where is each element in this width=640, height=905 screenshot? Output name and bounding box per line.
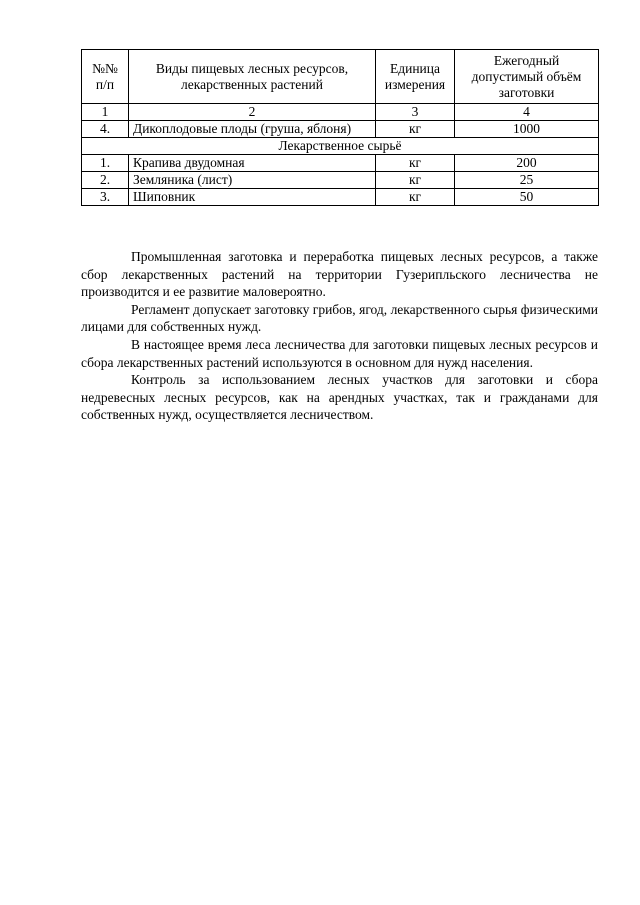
row-number: 4. (82, 121, 129, 138)
table-header-row (82, 50, 599, 104)
table-row (82, 155, 599, 172)
row-number: 2. (82, 172, 129, 189)
header-resource-type: Виды пищевых лесных ресурсов, лекарственных растений (129, 50, 376, 104)
paragraph: Регламент допускает заготовку грибов, ягод, лекарственного сырья физическими лицами для собственных нужд. (81, 301, 598, 335)
table-row (82, 172, 599, 189)
row-volume: 1000 (455, 121, 599, 138)
row-name: Шиповник (129, 189, 376, 206)
row-name: Дикоплодовые плоды (груша, яблоня) (129, 121, 376, 138)
column-number: 3 (376, 104, 455, 121)
header-unit: Единица измерения (376, 50, 455, 104)
resources-table (81, 49, 599, 206)
column-number: 1 (82, 104, 129, 121)
row-unit: кг (376, 189, 455, 206)
table-row (82, 121, 599, 138)
row-volume: 25 (455, 172, 599, 189)
section-row (82, 138, 599, 155)
row-unit: кг (376, 121, 455, 138)
paragraph: Промышленная заготовка и переработка пищевых лесных ресурсов, а также сбор лекарственных растений на территории Гузерипльского лесничества не производится и ее развитие маловероятно. (81, 249, 598, 300)
header-volume: Ежегодный допустимый объём заготовки (455, 50, 599, 104)
paragraph: В настоящее время леса лесничества для заготовки пищевых лесных ресурсов и сбора лекарственных растений используются в основном для нужд населения. (81, 336, 598, 370)
row-volume: 200 (455, 155, 599, 172)
row-number: 1. (82, 155, 129, 172)
header-number: №№ п/п (82, 50, 129, 104)
row-unit: кг (376, 172, 455, 189)
row-name: Крапива двудомная (129, 155, 376, 172)
body-text (81, 248, 598, 424)
section-title: Лекарственное сырьё (82, 138, 599, 155)
row-volume: 50 (455, 189, 599, 206)
row-name: Земляника (лист) (129, 172, 376, 189)
column-number: 2 (129, 104, 376, 121)
row-number: 3. (82, 189, 129, 206)
row-unit: кг (376, 155, 455, 172)
column-number: 4 (455, 104, 599, 121)
column-numbers-row (82, 104, 599, 121)
table-row (82, 189, 599, 206)
paragraph: Контроль за использованием лесных участков для заготовки и сбора недревесных лесных ресурсов, как на арендных участках, так и гражданами для собственных нужд, осуществляется лесничеством. (81, 372, 598, 423)
